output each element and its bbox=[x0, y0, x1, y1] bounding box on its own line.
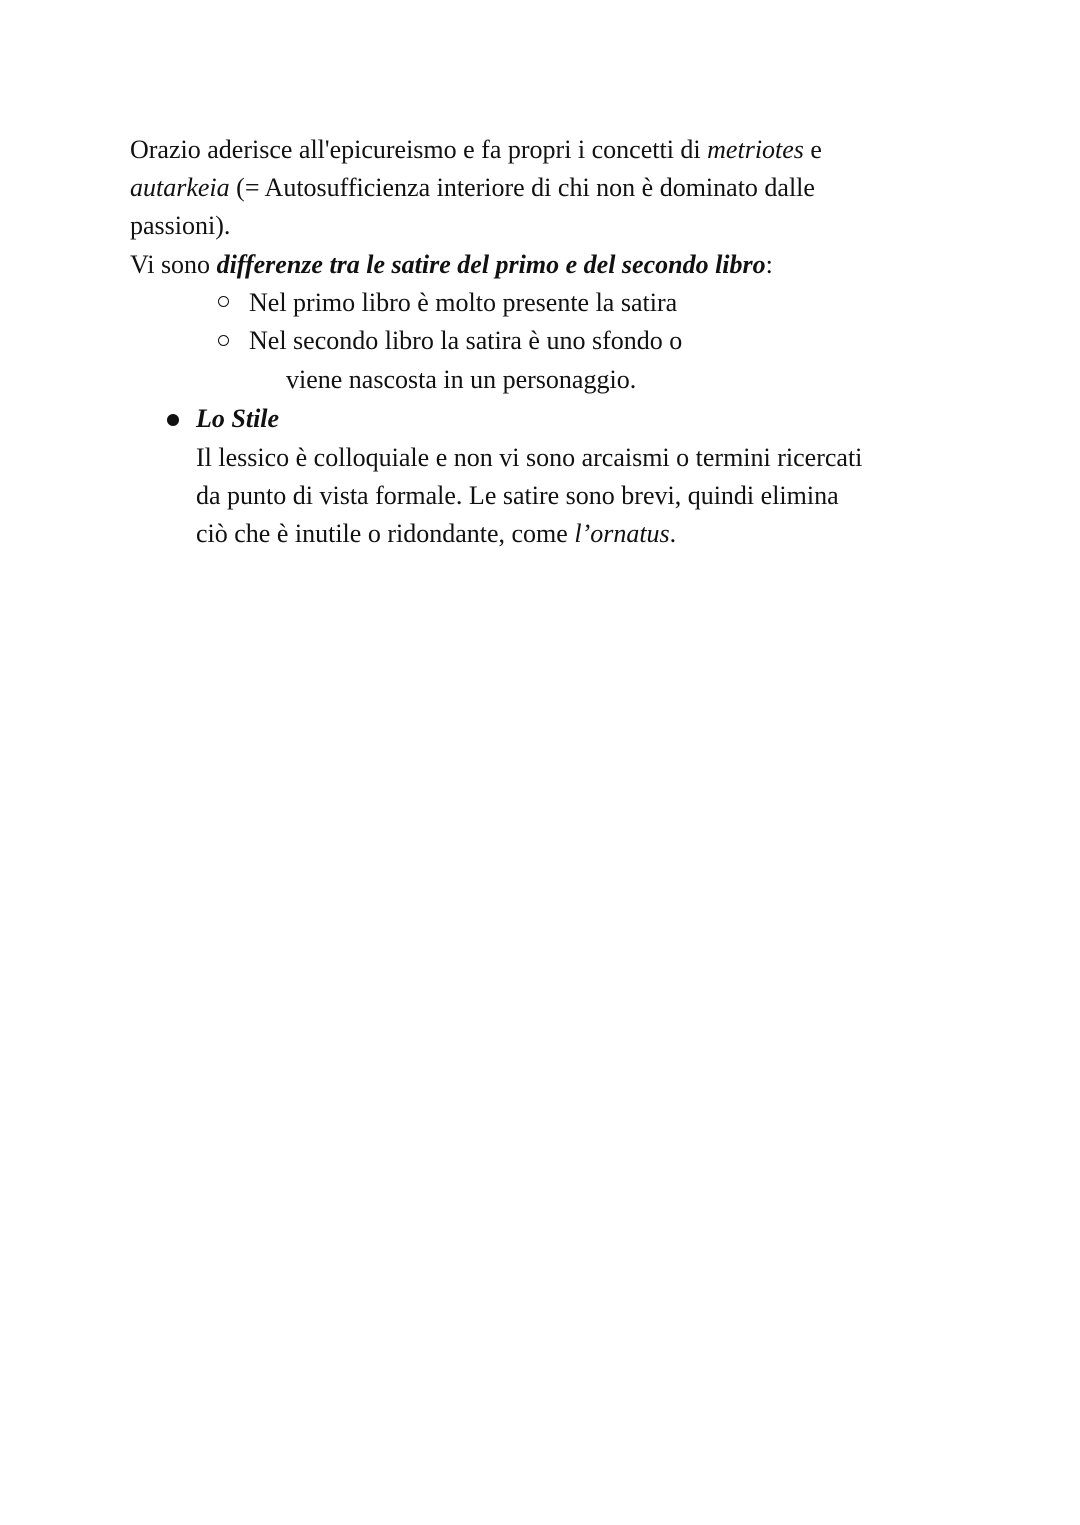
term-autarkeia: autarkeia bbox=[130, 173, 230, 202]
text-span: Vi sono bbox=[130, 250, 217, 279]
term-ornatus: l’ornatus bbox=[574, 519, 670, 548]
text-span: (= Autosufficienza interiore di chi non è dominato dalle bbox=[229, 173, 815, 202]
list-item: Nel secondo libro la satira è uno sfondo o bbox=[249, 326, 683, 355]
text-span: : bbox=[765, 250, 773, 279]
differences-intro-line bbox=[130, 246, 773, 284]
text-span: . bbox=[669, 519, 677, 548]
paragraph-line: da punto di vista formale. Le satire sono brevi, quindi elimina bbox=[196, 481, 839, 510]
text-span: Orazio aderisce all'epicureismo e fa propri i concetti di bbox=[130, 135, 708, 164]
circle-bullet-icon bbox=[218, 296, 229, 307]
emphasis-text: differenze tra le satire del primo e del secondo libro bbox=[216, 250, 766, 279]
paragraph-line bbox=[196, 515, 676, 553]
list-item-continuation: viene nascosta in un personaggio. bbox=[286, 365, 637, 394]
section-heading: Lo Stile bbox=[196, 404, 280, 433]
dot-bullet-icon bbox=[167, 414, 179, 426]
term-metriotes: metriotes bbox=[707, 135, 804, 164]
list-item: Nel primo libro è molto presente la satira bbox=[249, 288, 678, 317]
paragraph-line: Il lessico è colloquiale e non vi sono arcaismi o termini ricercati bbox=[196, 443, 863, 472]
paragraph-line bbox=[130, 169, 815, 207]
text-span: ciò che è inutile o ridondante, come bbox=[196, 519, 575, 548]
paragraph-line: passioni). bbox=[130, 211, 231, 240]
paragraph-line bbox=[130, 131, 822, 169]
text-span: e bbox=[803, 135, 822, 164]
circle-bullet-icon bbox=[218, 335, 229, 346]
